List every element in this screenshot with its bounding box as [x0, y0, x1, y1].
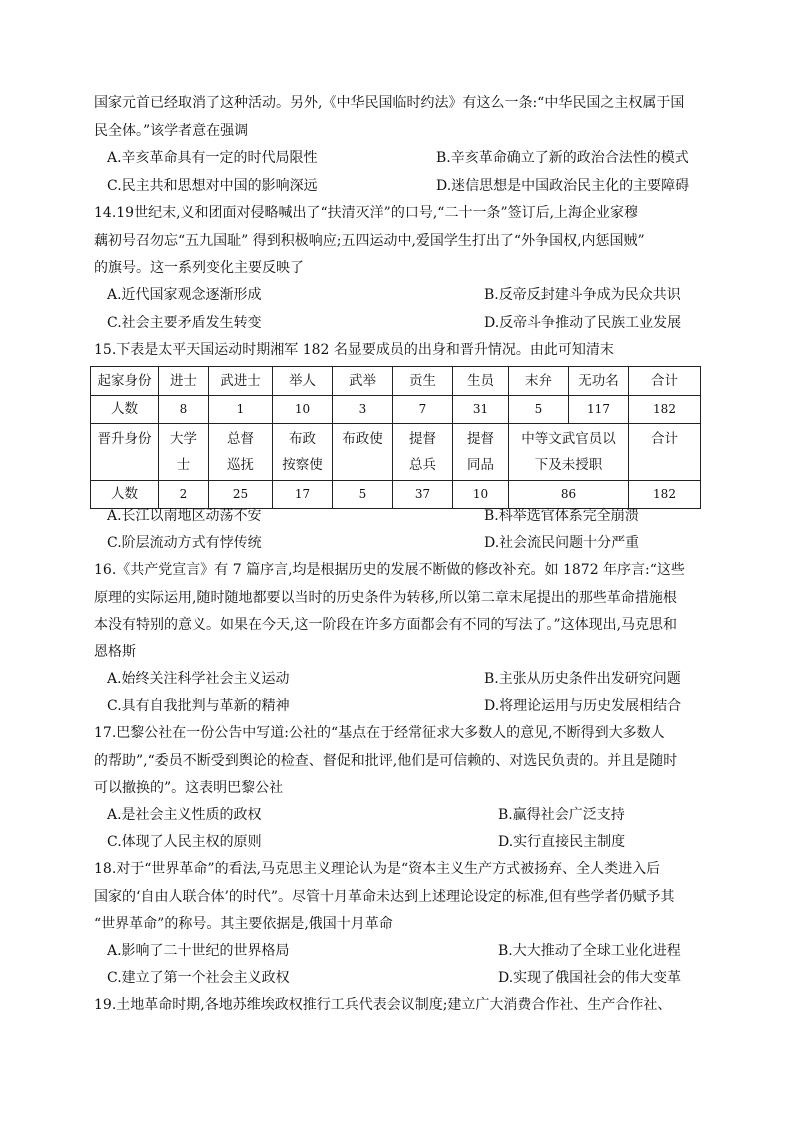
table-cell: 182 — [629, 396, 701, 424]
cell-text: 中等文武官员以 — [521, 431, 616, 447]
table-cell: 合计 — [629, 367, 701, 396]
table-cell: 5 — [509, 396, 569, 424]
q17-stem-line-2: 的帮助”,“委员不断受到舆论的检查、督促和批评,他们是可信赖的、对选民负责的。并且是随时 — [94, 753, 678, 769]
cell-text: 提督 — [409, 431, 436, 447]
q15-option-c: C.阶层流动方式有悖传统 — [107, 535, 262, 551]
table-cell: 武进士 — [209, 367, 273, 396]
cell-text: 下及未授职 — [534, 457, 603, 473]
table-cell: 起家身份 — [91, 367, 159, 396]
cell-text: 巡抚 — [227, 457, 254, 473]
table-cell: 7 — [393, 396, 453, 424]
q14-option-c: C.社会主要矛盾发生转变 — [107, 315, 262, 331]
table-cell: 人数 — [91, 396, 159, 424]
table-cell: 10 — [273, 396, 333, 424]
table-cell: 晋升身份 — [91, 424, 159, 481]
q18-option-a: A.影响了二十世纪的世界格局 — [107, 943, 290, 959]
q19-stem-line-1: 19.土地革命时期,各地苏维埃政权推行工兵代表会议制度;建立广大消费合作社、生产合作社、 — [94, 997, 672, 1013]
q17-option-a: A.是社会主义性质的政权 — [107, 807, 262, 823]
q15-option-d: D.社会流民问题十分严重 — [484, 535, 640, 551]
q18-stem-line-2: 国家的‘自由人联合体’的时代”。尽管十月革命未达到上述理论设定的标准,但有些学者仍赋予其 — [94, 889, 675, 905]
q15-stem-line-1: 15.下表是太平天国运动时期湘军 182 名显要成员的出身和晋升情况。由此可知清末 — [94, 342, 614, 358]
q18-option-b: B.大大推动了全球工业化进程 — [498, 943, 681, 959]
cell-text: 同品 — [467, 457, 494, 473]
table-cell: 无功名 — [569, 367, 629, 396]
q15-option-a: A.长江以南地区动荡不安 — [107, 508, 262, 524]
cell-text: 按察使 — [282, 457, 323, 473]
table-cell — [509, 424, 629, 481]
table-cell: 182 — [629, 481, 701, 509]
table-row — [91, 367, 701, 396]
table-cell: 1 — [209, 396, 273, 424]
table-cell: 31 — [453, 396, 509, 424]
q13-option-b: B.辛亥革命确立了新的政治合法性的模式 — [436, 150, 689, 166]
q17-option-b: B.赢得社会广泛支持 — [498, 807, 625, 823]
q16-stem-line-1: 16.《共产党宣言》有 7 篇序言,均是根据历史的发展不断做的修改补充。如 1872 年序言:“这些 — [94, 562, 685, 578]
q14-stem-line-2: 藕初号召勿忘“五九国耻” 得到积极响应;五四运动中,爱国学生打出了“外争国权,内惩国贼” — [94, 233, 645, 249]
q14-option-d: D.反帝斗争推动了民族工业发展 — [484, 315, 682, 331]
table-cell: 人数 — [91, 481, 159, 509]
intro-line-2: 民全体。”该学者意在强调 — [94, 123, 249, 139]
table-cell — [453, 424, 509, 481]
q16-option-a: A.始终关注科学社会主义运动 — [107, 671, 290, 687]
table-cell — [273, 424, 333, 481]
q13-option-a: A.辛亥革命具有一定的时代局限性 — [107, 150, 318, 166]
intro-line-1: 国家元首已经取消了这种活动。另外,《中华民国临时约法》有这么一条:“中华民国之主权属于国 — [94, 95, 685, 111]
table-cell: 37 — [393, 481, 453, 509]
q15-option-b: B.科举选官体系完全崩溃 — [484, 508, 639, 524]
q18-stem-line-1: 18.对于“世界革命”的看法,马克思主义理论认为是“资本主义生产方式被扬弃、全人类进入后 — [94, 861, 661, 877]
table-row — [91, 396, 701, 424]
q17-stem-line-3: 可以撤换的”。这表明巴黎公社 — [94, 780, 284, 796]
q16-stem-line-4: 恩格斯 — [94, 644, 136, 660]
cell-text: 士 — [176, 457, 191, 473]
table-cell: 布政使 — [333, 424, 393, 481]
table-cell — [209, 424, 273, 481]
q16-option-c: C.具有自我批判与革新的精神 — [107, 698, 290, 714]
cell-text: 总督 — [227, 431, 254, 447]
q16-option-d: D.将理论运用与历史发展相结合 — [484, 698, 682, 714]
table-cell: 3 — [333, 396, 393, 424]
cell-text: 提督 — [467, 431, 494, 447]
q16-option-b: B.主张从历史条件出发研究问题 — [484, 671, 681, 687]
table-cell: 举人 — [273, 367, 333, 396]
table-row — [91, 481, 701, 509]
table-cell: 10 — [453, 481, 509, 509]
q16-stem-line-3: 本没有特别的意义。如果在今天,这一阶段在许多方面都会有不同的写法了。”这体现出,马克思和 — [94, 617, 678, 633]
table-cell: 117 — [569, 396, 629, 424]
table-cell: 武举 — [333, 367, 393, 396]
q17-stem-line-1: 17.巴黎公社在一份公告中写道:公社的“基点在于经常征求大多数人的意见,不断得到大多数人 — [94, 725, 665, 741]
table-cell: 贡生 — [393, 367, 453, 396]
table-row — [91, 424, 701, 481]
cell-text: 布政 — [289, 431, 316, 447]
table-cell: 进士 — [159, 367, 209, 396]
q14-stem-line-3: 的旗号。这一系列变化主要反映了 — [94, 260, 304, 276]
q13-option-d: D.迷信思想是中国政治民主化的主要障碍 — [436, 178, 690, 194]
q17-option-d: D.实行直接民主制度 — [498, 834, 626, 850]
cell-text: 大学 — [170, 431, 197, 447]
table-cell: 8 — [159, 396, 209, 424]
table-cell: 2 — [159, 481, 209, 509]
q14-stem-line-1: 14.19世纪末,义和团面对侵略喊出了“扶清灭洋”的口号,“二十一条”签订后,上海企业家穆 — [94, 205, 639, 221]
table-cell: 合计 — [629, 424, 701, 481]
table-cell: 17 — [273, 481, 333, 509]
q15-data-table — [90, 366, 701, 509]
q17-option-c: C.体现了人民主权的原则 — [107, 834, 262, 850]
table-cell — [393, 424, 453, 481]
table-cell — [159, 424, 209, 481]
q13-option-c: C.民主共和思想对中国的影响深远 — [107, 178, 318, 194]
q18-stem-line-3: “世界革命”的称号。其主要依据是,俄国十月革命 — [94, 916, 393, 932]
cell-text: 总兵 — [409, 457, 436, 473]
q14-option-a: A.近代国家观念逐渐形成 — [107, 287, 262, 303]
q16-stem-line-2: 原理的实际运用,随时随地都要以当时的历史条件为转移,所以第二章末尾提出的那些革命措施根 — [94, 590, 677, 606]
table-cell: 生员 — [453, 367, 509, 396]
table-cell: 5 — [333, 481, 393, 509]
table-cell: 86 — [509, 481, 629, 509]
q18-option-c: C.建立了第一个社会主义政权 — [107, 970, 290, 986]
q18-option-d: D.实现了俄国社会的伟大变革 — [498, 970, 682, 986]
q14-option-b: B.反帝反封建斗争成为民众共识 — [484, 287, 681, 303]
table-cell: 25 — [209, 481, 273, 509]
table-cell: 末弁 — [509, 367, 569, 396]
